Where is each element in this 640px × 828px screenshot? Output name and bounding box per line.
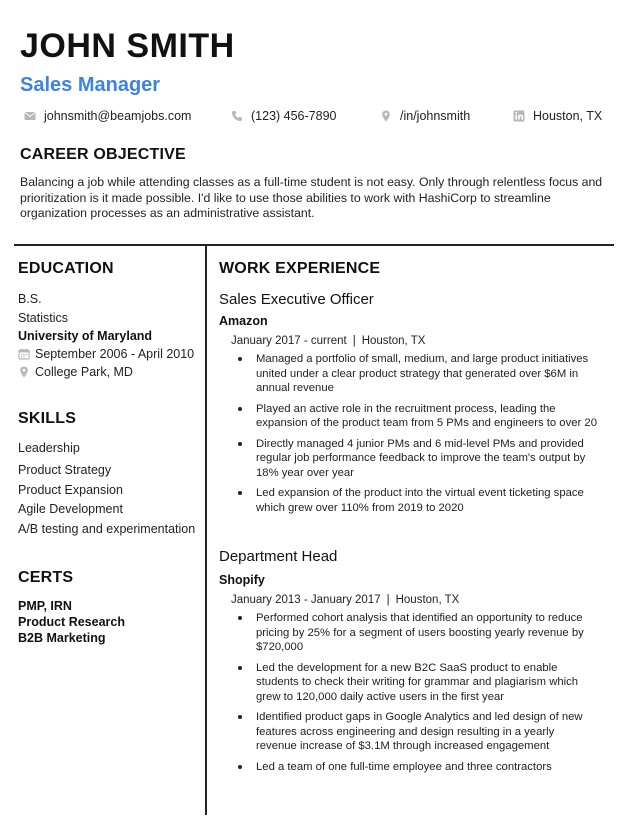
job-title: Sales Manager [20, 74, 161, 96]
linkedin-text: /in/johnsmith [400, 109, 471, 123]
education-location-row [18, 364, 133, 380]
section-divider-horizontal [14, 244, 614, 246]
job-position-title: Sales Executive Officer [219, 291, 374, 308]
meta-separator: | [386, 594, 390, 606]
job-dates: January 2017 - current [231, 335, 347, 347]
bullet-item: Led the development for a new B2C SaaS product to enable students to check their writing for grammar and plagiarism which grew to 120,000 daily active users in the first year [232, 661, 597, 705]
skill-item: Product Expansion [18, 483, 123, 497]
contact-phone [231, 108, 336, 124]
skill-item: Leadership [18, 441, 80, 455]
bullet-item: Played an active role in the recruitment process, leading the expansion of the product team from 5 PMs and engineers to over 20 [232, 402, 597, 431]
map-pin-icon [380, 110, 392, 122]
phone-text: (123) 456-7890 [251, 109, 337, 123]
bullet-item: Managed a portfolio of small, medium, and large product initiatives united under a clear product strategy that generated over $6M in annual revenue [232, 352, 597, 396]
contact-location [513, 108, 602, 124]
certs-heading: CERTS [18, 569, 74, 586]
skill-item: Agile Development [18, 502, 123, 516]
bullet-item: Led expansion of the product into the virtual event ticketing space which grew over 110% from 2019 to 2020 [232, 486, 597, 515]
map-pin-icon [18, 366, 30, 378]
education-field: Statistics [18, 311, 69, 325]
education-dates-row [18, 346, 194, 362]
column-divider-vertical [205, 245, 207, 815]
education-dates: September 2006 - April 2010 [35, 347, 195, 361]
job-dates: January 2013 - January 2017 [231, 594, 381, 606]
skill-item: Product Strategy [18, 463, 112, 477]
education-school: University of Maryland [18, 329, 153, 343]
job-location: Houston, TX [395, 594, 460, 606]
cert-item: Product Research [18, 615, 125, 629]
job-location: Houston, TX [361, 335, 426, 347]
education-degree: B.S. [18, 292, 42, 306]
job-company: Amazon [219, 314, 268, 328]
email-text: johnsmith@beamjobs.com [44, 109, 192, 123]
job-meta [231, 334, 425, 348]
bullet-item: Led a team of one full-time employee and three contractors [232, 760, 597, 775]
bullet-item: Directly managed 4 junior PMs and 6 mid-level PMs and provided regular job performance feedback to improve the team's output by 18% year over year [232, 437, 597, 481]
contact-linkedin-handle [380, 108, 470, 124]
career-objective-text: Balancing a job while attending classes as a full-time student is not easy. Only through relentless focus and prioritization is it made possible. I'd like to use those abilities to work with HashiCorp to streamline organization processes as an administrative assistant. [20, 175, 603, 220]
job-bullets [232, 611, 597, 780]
bullet-item: Identified product gaps in Google Analytics and led design of new features across engineering and design resulting in a yearly revenue increase of $3.1M through increased engagement [232, 710, 597, 754]
envelope-icon [24, 110, 36, 122]
career-objective-heading: CAREER OBJECTIVE [20, 146, 186, 163]
education-location: College Park, MD [35, 365, 133, 379]
calendar-icon [18, 348, 30, 360]
job-bullets [232, 352, 597, 521]
location-text: Houston, TX [533, 109, 603, 123]
work-experience-heading: WORK EXPERIENCE [219, 260, 381, 277]
cert-item: B2B Marketing [18, 631, 106, 645]
bullet-item: Performed cohort analysis that identified an opportunity to reduce pricing by 25% for a segment of users boosting yearly revenue by $720,000 [232, 611, 597, 655]
job-meta [231, 593, 459, 607]
meta-separator: | [352, 335, 356, 347]
contact-email [24, 108, 191, 124]
job-position-title: Department Head [219, 548, 338, 565]
cert-item: PMP, IRN [18, 599, 72, 613]
linkedin-icon [513, 110, 525, 122]
education-heading: EDUCATION [18, 260, 114, 277]
candidate-name: JOHN SMITH [20, 27, 235, 65]
job-company: Shopify [219, 573, 265, 587]
phone-icon [231, 110, 243, 122]
skill-item: A/B testing and experimentation [18, 522, 196, 536]
skills-heading: SKILLS [18, 410, 77, 427]
